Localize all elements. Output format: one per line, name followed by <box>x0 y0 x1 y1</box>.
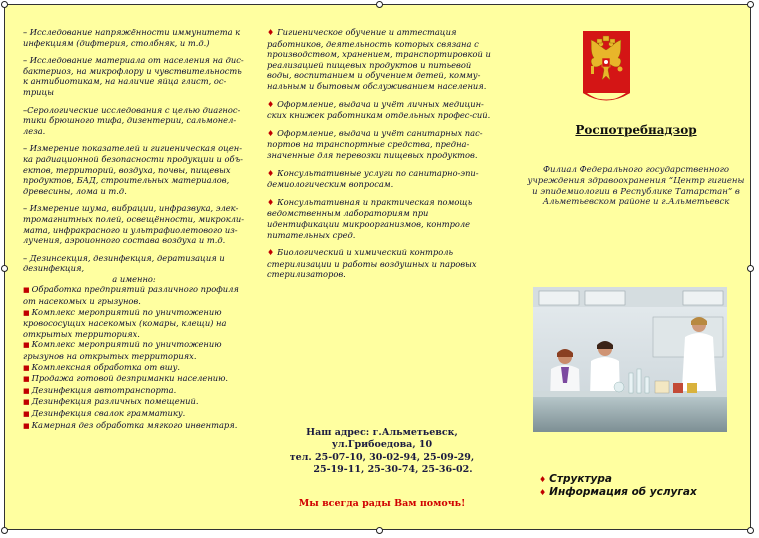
bullet-square-icon: ■ <box>23 421 30 430</box>
diamond-bullet-icon: ♦ <box>267 248 275 258</box>
toc-item-structure[interactable]: ♦ Структура <box>539 473 612 485</box>
diamond-bullet-icon: ♦ <box>267 28 275 37</box>
resize-handle[interactable] <box>1 527 8 534</box>
address-line: ул.Грибоедова, 10 <box>331 439 433 451</box>
list-item: ■ Комплексная обработка от вшу. <box>23 361 181 372</box>
diamond-bullet-icon: ♦ <box>539 488 547 497</box>
text-paragraph: – Исследование напряжённости иммунитета к инфекциям (дифтерия, столбняк, и т.д.) <box>23 27 241 48</box>
resize-handle[interactable] <box>1 1 8 8</box>
bullet-square-icon: ■ <box>23 341 30 350</box>
list-item: ■ Продажа готовой дезприманки населению. <box>23 373 229 384</box>
list-item: ■ Камерная дез обработка мягкого инвентаря. <box>23 419 238 430</box>
text-paragraph: – Измерение шума, вибрации, инфразвука, элек-тромагнитных полей, освещённости, микрокли-мата, инфракрасного и ультрафиолетового из-лучения, аэроионного состава воздуха и т.д. <box>23 203 245 246</box>
contact-address <box>267 427 497 477</box>
text-paragraph: – Дезинсекция, дезинфекция, дератизация и дезинфекция, <box>23 252 225 274</box>
bullet-square-icon: ■ <box>23 386 30 395</box>
resize-handle[interactable] <box>747 527 754 534</box>
resize-handle[interactable] <box>747 1 754 8</box>
list-item: ■ Дезинфекция свалок грамматику. <box>23 408 186 418</box>
list-item: ■ Комплекс мероприятий по уничтожению кровососущих насекомых (комары, клещи) на открытых территориях. <box>23 306 227 339</box>
bullet-square-icon: ■ <box>23 308 30 317</box>
diamond-bullet-icon: ♦ <box>267 128 275 138</box>
brochure-page <box>4 4 751 530</box>
org-name: Роспотребнадзор <box>575 123 697 137</box>
diamond-bullet-icon: ♦ <box>539 475 547 484</box>
address-line: 25-19-11, 25-30-74, 25-36-02. <box>313 464 473 476</box>
coat-of-arms-emblem <box>582 30 631 106</box>
diamond-bullet-icon: ♦ <box>267 99 275 109</box>
list-item: ■ Обработка предприятий различного профиля от насекомых и грызунов. <box>23 284 239 307</box>
diamond-bullet-icon: ♦ <box>267 197 275 207</box>
list-item: ■ Дезинфекция различных помещений. <box>23 396 199 407</box>
resize-handle[interactable] <box>376 527 383 534</box>
text-paragraph: а именно: <box>112 273 156 284</box>
list-item: ♦ Гигиеническое обучение и аттестация работников, деятельность которых связана с производством, хранением, транспортировкой и реализацией пищевых продуктов и питьевой воды, воспитанием и обучением детей, комму-нальным и бытовым обслуживанием населения. <box>267 27 491 91</box>
resize-handle[interactable] <box>747 265 754 272</box>
list-item: ♦ Консультативные услуги по санитарно-эпи-демиологическим вопросам. <box>267 167 479 190</box>
services-column-left <box>23 27 245 431</box>
address-line: тел. 25-07-10, 30-02-94, 25-09-29, <box>289 451 475 463</box>
bullet-square-icon: ■ <box>23 410 30 418</box>
list-item: ♦ Оформление, выдача и учёт личных медицин-ских книжек работникам отдельных профес-сий. <box>267 98 491 121</box>
bullet-square-icon: ■ <box>23 363 30 372</box>
table-of-contents <box>539 473 739 499</box>
text-paragraph: – Измерение показателей и гигиеническая оцен-ка радиационной безопасности продукции и объ-ектов, территорий, воздуха, почвы, пищевых продуктов, БАД, строительных материалов, древесины, лома и т.д. <box>23 143 243 196</box>
branch-description: Филиал Федерального государственного учреждения здравоохранения “Центр гигиены и эпидемиологии в Республике Татарстан” в Альметьевском районе и г.Альметьевск <box>527 165 745 208</box>
diamond-bullet-icon: ♦ <box>267 168 275 178</box>
toc-item-services[interactable]: ♦ Информация об услугах <box>539 486 697 498</box>
list-item: ■ Дезинфекция автотранспорта. <box>23 384 177 395</box>
address-line: Наш адрес: г.Альметьевск, <box>306 427 458 438</box>
text-paragraph: –Серологические исследования с целью диагнос-тики брюшного тифа, дизентерии, сальмонел-леза. <box>23 104 241 136</box>
resize-handle[interactable] <box>376 1 383 8</box>
list-item: ♦ Оформление, выдача и учёт санитарных пас-портов на транспортные средства, предна-значенные для перевозки пищевых продуктов. <box>267 127 483 160</box>
laboratory-photo <box>533 287 727 432</box>
list-item: ■ Комплекс мероприятий по уничтожению грызунов на открытых территориях. <box>23 339 222 362</box>
bullet-square-icon: ■ <box>23 375 30 384</box>
bullet-square-icon: ■ <box>23 286 30 295</box>
services-column-middle <box>267 27 497 287</box>
bullet-square-icon: ■ <box>23 398 30 407</box>
welcome-slogan: Мы всегда рады Вам помочь! <box>298 498 466 509</box>
resize-handle[interactable] <box>1 265 8 272</box>
text-paragraph: – Исследование материала от населения на дис-бактериоз, на микрофлору и чувствительность к антибиотикам, на наличие яйца глист, ос-трицы <box>23 55 244 97</box>
list-item: ♦ Консультативная и практическая помощь ведомственным лабораториям при идентификации микроорганизмов, контроле питательных сред. <box>267 196 473 240</box>
list-item: ♦ Биологический и химический контроль стерилизации и работы воздушных и паровых стерилизаторов. <box>267 247 477 280</box>
disinfection-list <box>23 284 245 431</box>
